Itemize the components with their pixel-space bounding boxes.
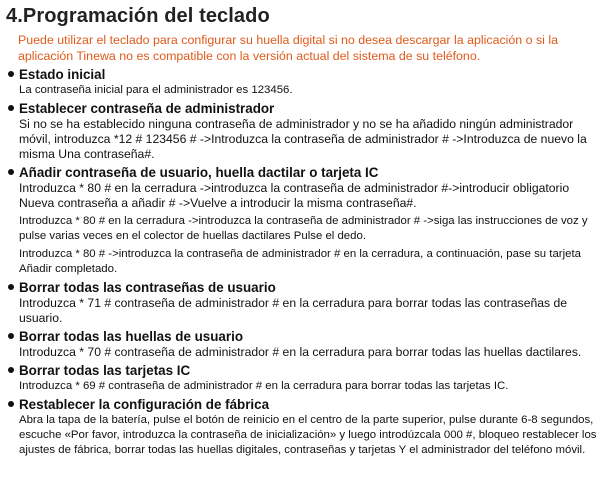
section-heading <box>6 279 597 296</box>
section-borrar-contrasenas <box>6 279 597 326</box>
section-body <box>19 413 597 458</box>
bullet-icon <box>8 169 14 175</box>
section-body <box>19 83 597 98</box>
bullet-icon <box>8 284 14 290</box>
section-borrar-huellas <box>6 328 597 360</box>
paragraph: Introduzca * 69 # contraseña de administrador # en la cerradura para borrar todas las tarjetas IC. <box>19 380 509 392</box>
section-body <box>19 296 597 326</box>
section-heading-text: Borrar todas las huellas de usuario <box>19 329 243 344</box>
section-heading <box>6 328 597 345</box>
section-heading-text: Borrar todas las contraseñas de usuario <box>19 280 276 295</box>
section-body <box>19 345 597 360</box>
bullet-icon <box>8 401 14 407</box>
section-restablecer-fabrica <box>6 396 597 458</box>
section-body <box>19 379 597 394</box>
paragraph: La contraseña inicial para el administrador es 123456. <box>19 84 293 96</box>
intro-note: Puede utilizar el teclado para configurar su huella digital si no desea descargar la aplicación o si la aplicación Tinewa no es compatible con la versión actual del sistema de su teléfono. <box>18 33 559 63</box>
bullet-icon <box>8 71 14 77</box>
paragraph: Introduzca * 80 # en la cerradura ->introduzca la contraseña de administrador # ->siga las instrucciones de voz y pulse varias veces en el colector de huellas dactilares Pulse el dedo. <box>19 215 588 242</box>
section-establecer-contrasena <box>6 100 597 162</box>
section-heading-text: Borrar todas las tarjetas IC <box>19 363 191 378</box>
paragraph: Introduzca * 71 # contraseña de administrador # en la cerradura para borrar todas las contraseñas de usuario. <box>19 296 568 325</box>
section-heading-text: Añadir contraseña de usuario, huella dactilar o tarjeta IC <box>19 165 379 180</box>
section-body <box>19 181 597 277</box>
paragraph: Introduzca * 70 # contraseña de administrador # en la cerradura para borrar todas las huellas dactilares. <box>19 345 582 359</box>
section-heading <box>6 362 597 379</box>
section-body <box>19 117 597 162</box>
section-heading-text: Restablecer la configuración de fábrica <box>19 397 270 412</box>
section-anadir-usuario <box>6 164 597 277</box>
paragraph: Introduzca * 80 # ->introduzca la contraseña de administrador # en la cerradura, a continuación, pase su tarjeta Añadir completado. <box>19 248 581 275</box>
bullet-icon <box>8 367 14 373</box>
bullet-icon <box>8 105 14 111</box>
section-heading <box>6 66 597 83</box>
section-heading-text: Establecer contraseña de administrador <box>19 101 275 116</box>
paragraph: Abra la tapa de la batería, pulse el botón de reinicio en el centro de la parte superior, pulse durante 6-8 segundos, escuche «Por favor, introduzca la contraseña de inicialización» y luego introdúzcala 000 #, bloqueo restablecer los ajustes de fábrica, borrar todas las huellas digitales, contraseñas y tarjetas Y el administrador del teléfono móvil. <box>19 414 597 456</box>
section-estado-inicial <box>6 66 597 98</box>
page-title: 4.Programación del teclado <box>6 5 270 27</box>
section-heading <box>6 164 597 181</box>
paragraph: Introduzca * 80 # en la cerradura ->introduzca la contraseña de administrador #->introducir obligatorio Nueva contraseña a añadir # ->Vuelve a introducir la misma contraseña#. <box>19 181 570 210</box>
paragraph: Si no se ha establecido ninguna contraseña de administrador y no se ha añadido ningún administrador móvil, introduzca *12 # 123456 # ->Introduzca la contraseña de administrador # ->Introduzca de nuevo la misma Una contraseña#. <box>19 117 587 161</box>
section-heading <box>6 100 597 117</box>
bullet-icon <box>8 333 14 339</box>
section-heading-text: Estado inicial <box>19 67 106 82</box>
section-borrar-tarjetas <box>6 362 597 394</box>
section-heading <box>6 396 597 413</box>
